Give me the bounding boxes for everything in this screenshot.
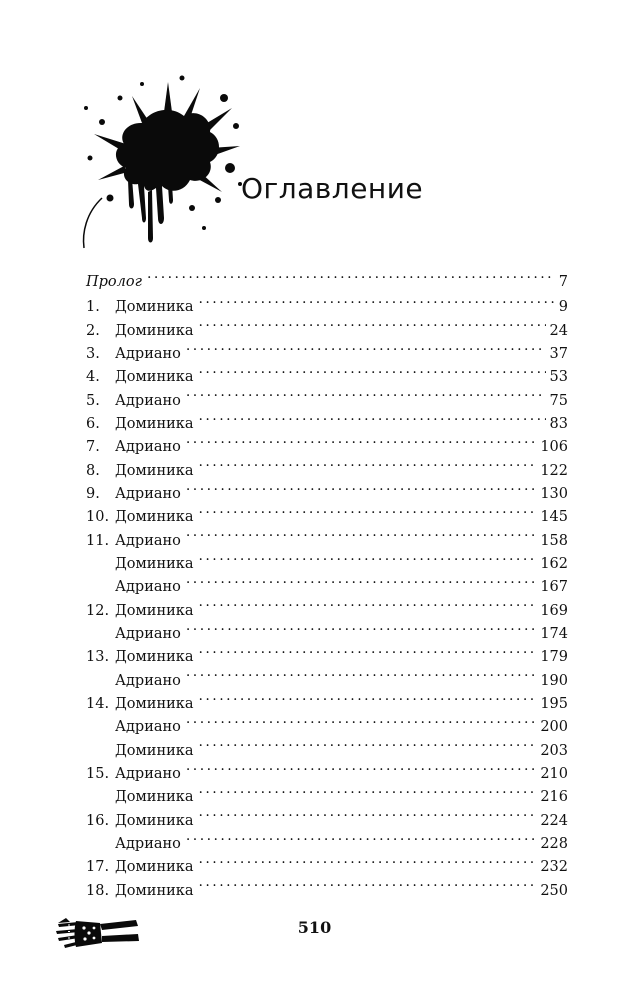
chapter-number: 3. <box>86 345 100 362</box>
toc-entry-label: Доминика <box>115 649 194 666</box>
toc-entry-page: 250 <box>540 882 568 899</box>
toc-entry-page: 7 <box>558 274 568 291</box>
toc-entry-page: 203 <box>540 742 568 759</box>
toc-entry-label: Адриано <box>115 766 181 783</box>
toc-entry-label: Доминика <box>115 322 194 339</box>
page-number: 510 <box>297 918 332 937</box>
dot-leader <box>199 848 537 871</box>
toc-entry-page: 179 <box>540 649 568 666</box>
dot-leader <box>186 755 536 778</box>
table-of-contents <box>86 263 568 899</box>
toc-entry-label: Доминика <box>115 882 194 899</box>
toc-entry-page: 162 <box>540 555 568 572</box>
toc-entry-page: 75 <box>549 392 568 409</box>
chapter-number: 7. <box>86 439 100 456</box>
toc-entry-label: Доминика <box>115 602 194 619</box>
dot-leader <box>199 801 537 824</box>
toc-entry-label: Адриано <box>115 485 181 502</box>
toc-entry-label: Доминика <box>115 299 194 316</box>
chapter-number: 13. <box>86 649 110 666</box>
toc-entry-page: 200 <box>540 719 568 736</box>
toc-entry-page: 232 <box>540 859 568 876</box>
toc-entry-label: Адриано <box>115 439 181 456</box>
toc-entry[interactable] <box>86 288 568 316</box>
dot-leader <box>199 311 546 334</box>
dot-leader <box>199 498 537 521</box>
toc-entry-page: 190 <box>540 672 568 689</box>
toc-entry-page: 122 <box>540 462 568 479</box>
dot-leader <box>199 731 537 754</box>
dot-leader <box>199 778 537 801</box>
chapter-number: 5. <box>86 392 100 409</box>
toc-title: Оглавление <box>241 172 424 205</box>
chapter-number: 9. <box>86 485 100 502</box>
chapter-number: 16. <box>86 812 110 829</box>
dot-leader <box>186 381 546 404</box>
dot-leader <box>147 263 555 286</box>
toc-entry-page: 158 <box>540 532 568 549</box>
toc-entry-label: Адриано <box>115 626 181 642</box>
chapter-number: 17. <box>86 859 110 876</box>
chapter-number: 11. <box>86 532 110 549</box>
toc-entry-label: Адриано <box>115 579 181 596</box>
toc-entry-label: Пролог <box>86 274 142 291</box>
toc-entry-page: 216 <box>540 789 568 806</box>
ink-splatter-icon <box>72 68 252 250</box>
toc-entry-label: Доминика <box>115 812 194 829</box>
toc-entry-label: Адриано <box>115 532 181 549</box>
chapter-number: 15. <box>86 766 110 783</box>
dot-leader <box>199 451 537 474</box>
chapter-number: 14. <box>86 696 110 713</box>
toc-entry-page: 228 <box>540 836 568 853</box>
toc-entry-page: 24 <box>549 322 568 339</box>
toc-entry-label: Адриано <box>115 672 181 689</box>
toc-entry-page: 174 <box>540 626 568 642</box>
dot-leader <box>186 335 546 358</box>
toc-entry-page: 130 <box>540 485 568 502</box>
toc-entry-label: Доминика <box>115 415 194 432</box>
toc-entry-page: 224 <box>540 812 568 829</box>
toc-entry-label: Доминика <box>115 369 194 386</box>
toc-entry-page: 106 <box>540 439 568 456</box>
dot-leader <box>186 521 536 544</box>
chapter-number: 1. <box>86 299 100 316</box>
toc-entry-page: 53 <box>549 369 568 386</box>
toc-entry-label: Адриано <box>115 392 181 409</box>
dot-leader <box>199 288 555 311</box>
toc-entry-label: Доминика <box>115 509 194 526</box>
dot-leader <box>186 568 536 591</box>
dot-leader <box>186 428 536 451</box>
toc-entry-page: 145 <box>540 509 568 526</box>
dot-leader <box>199 685 537 708</box>
toc-entry-page: 167 <box>540 579 568 596</box>
chapter-number: 2. <box>86 322 100 339</box>
toc-entry-label: Адриано <box>115 345 181 362</box>
toc-entry-page: 83 <box>549 415 568 432</box>
chapter-number: 18. <box>86 882 110 899</box>
chapter-number: 6. <box>86 415 100 432</box>
toc-entry-label: Адриано <box>115 836 181 853</box>
toc-entry-page: 195 <box>540 696 568 713</box>
chapter-number: 8. <box>86 462 100 479</box>
toc-entry-label: Доминика <box>115 742 194 759</box>
toc-entry-label: Доминика <box>115 789 194 806</box>
dot-leader <box>186 475 536 498</box>
dot-leader <box>199 358 546 381</box>
dot-leader <box>186 708 536 731</box>
dot-leader <box>186 661 536 684</box>
toc-entry-label: Доминика <box>115 555 194 572</box>
toc-entry-page: 9 <box>558 299 568 316</box>
toc-entry-page: 37 <box>549 345 568 362</box>
toc-entry-label: Доминика <box>115 696 194 713</box>
chapter-number: 10. <box>86 509 110 526</box>
chapter-number: 12. <box>86 602 110 619</box>
dot-leader <box>199 405 546 428</box>
toc-entry-page: 169 <box>540 602 568 619</box>
toc-entry-prologue[interactable] <box>86 263 568 291</box>
toc-entry-label: Адриано <box>115 719 181 736</box>
toc-entry-label: Доминика <box>115 462 194 479</box>
dot-leader <box>199 591 537 614</box>
toc-entry-page: 210 <box>540 766 568 783</box>
dot-leader <box>199 545 537 568</box>
dot-leader <box>186 615 536 638</box>
chapter-number: 4. <box>86 369 100 386</box>
toc-entry-label: Доминика <box>115 859 194 876</box>
dot-leader <box>199 871 537 894</box>
dot-leader <box>199 638 537 661</box>
dot-leader <box>186 825 536 848</box>
